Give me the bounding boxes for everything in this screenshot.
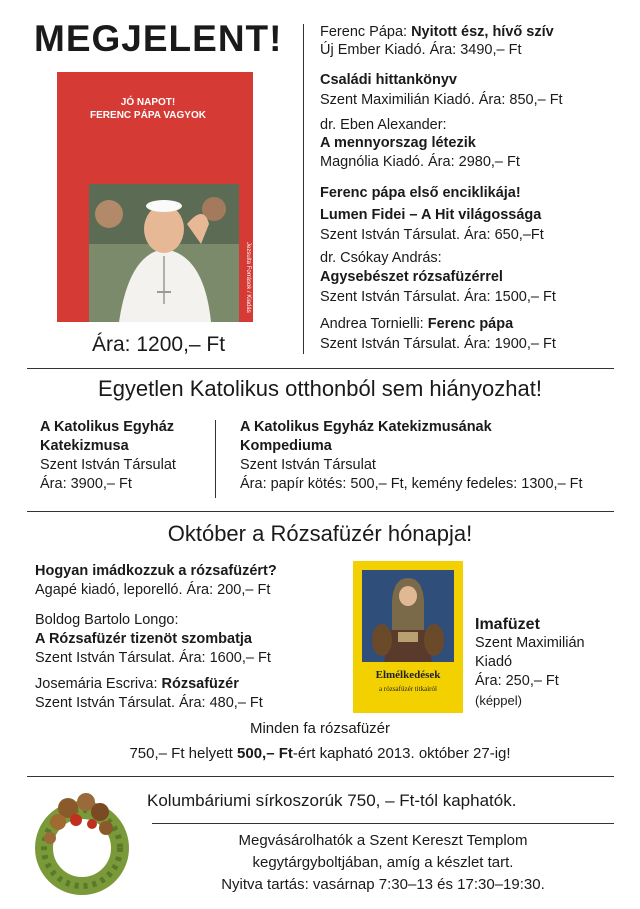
column-divider — [215, 420, 216, 498]
rosary-heading: Október a Rózsafüzér hónapja! — [167, 521, 473, 546]
compendium-right — [240, 418, 583, 494]
imafuzet-publisher: Szent Maximilián — [475, 635, 585, 651]
opening-hours: Nyitva tartás: vasárnap 7:30–13 és 17:30–19:30. — [221, 876, 545, 893]
offer-line1: Minden fa rózsafüzér — [249, 720, 391, 737]
book-publisher: Szent István Társulat. Ára: 650,–Ft — [320, 227, 544, 243]
imafuzet-price: Ára: 250,– Ft — [475, 673, 559, 689]
cover-spine-text: Jezsuita Források / Kiadás — [245, 242, 251, 313]
rosary-item — [35, 562, 277, 600]
imafuzet-publisher: Kiadó — [475, 654, 513, 670]
book-publisher: Új Ember Kiadó. Ára: 3490,– Ft — [320, 42, 522, 58]
book-item: Andrea Tornielli: Ferenc pápa — [320, 316, 514, 332]
rosary-item — [35, 611, 271, 668]
compendium-title: Kompediuma — [240, 438, 332, 454]
imafuzet-info — [475, 615, 585, 710]
book-title: Ferenc pápa első enciklikája! — [320, 185, 521, 201]
rosary-author: Boldog Bartolo Longo: — [35, 612, 179, 628]
wreath-info-line: kegytárgyboltjában, amíg a készlet tart. — [252, 854, 514, 871]
compendium-title: A Katolikus Egyház Katekizmusának — [240, 419, 492, 435]
book-title: Agysebészet rózsafüzérrel — [320, 269, 503, 285]
rosary-title: A Rózsafüzér tizenöt szombatja — [35, 631, 252, 647]
catholic-heading: Egyetlen Katolikus otthonból sem hiányozhat! — [98, 376, 542, 401]
rosary-title: Rózsafüzér — [161, 676, 239, 692]
book-publisher: Magnólia Kiadó. Ára: 2980,– Ft — [320, 154, 520, 170]
divider — [27, 368, 614, 369]
offer-line2: 750,– Ft helyett 500,– Ft-ért kapható 2013. október 27-ig! — [129, 745, 511, 762]
rosary-author: Josemária Escriva: — [35, 676, 162, 692]
divider — [27, 776, 614, 777]
imafuzet-note: (képpel) — [475, 693, 522, 708]
rosary-title: Hogyan imádkozzuk a rózsafüzért? — [35, 563, 277, 579]
divider — [152, 823, 614, 824]
rosary-publisher: Agapé kiadó, leporelló. Ára: 200,– Ft — [35, 582, 271, 598]
catechism-title: Katekizmusa — [40, 438, 129, 454]
book-title: A mennyorszag létezik — [320, 135, 476, 151]
book-item: Ferenc Pápa: Nyitott ész, hívő szív — [320, 24, 554, 40]
book-publisher: Szent István Társulat. Ára: 1500,– Ft — [320, 289, 556, 305]
book-publisher: Szent Maximilián Kiadó. Ára: 850,– Ft — [320, 92, 563, 108]
wreath-info-line: Megvásárolhatók a Szent Kereszt Templom — [238, 832, 528, 849]
book-publisher: Szent István Társulat. Ára: 1900,– Ft — [320, 336, 556, 352]
wreath-info — [152, 830, 614, 896]
featured-price: Ára: 1200,– Ft — [92, 333, 226, 356]
madonna-painting-image — [362, 570, 454, 662]
rosary-publisher: Szent István Társulat. Ára: 480,– Ft — [35, 695, 263, 711]
book-title: Családi hittankönyv — [320, 72, 457, 88]
cover-subcaption: a rózsafüzér titkairól — [379, 685, 437, 693]
pope-photo-image — [89, 184, 239, 322]
cover-title-line1: JÓ NAPOT! — [120, 97, 176, 108]
catechism-title: A Katolikus Egyház — [40, 419, 175, 435]
catechism-left — [40, 418, 176, 494]
imafuzet-cover-image — [353, 561, 463, 713]
rosary-item — [35, 675, 263, 713]
column-divider — [303, 24, 304, 354]
book-cover-jo-napot — [57, 72, 253, 322]
book-title-2: Lumen Fidei – A Hit világossága — [320, 207, 542, 223]
page-headline: MEGJELENT! — [34, 18, 283, 59]
compendium-price: Ára: papír kötés: 500,– Ft, kemény fedeles: 1300,– Ft — [240, 476, 583, 492]
catechism-publisher: Szent István Társulat — [40, 457, 176, 473]
wreath-headline: Kolumbáriumi sírkoszorúk 750, – Ft-tól kaphatók. — [147, 791, 517, 810]
compendium-publisher: Szent István Társulat — [240, 457, 376, 473]
imafuzet-title: Imafüzet — [475, 616, 540, 633]
book-author: dr. Eben Alexander: — [320, 117, 447, 133]
catechism-price: Ára: 3900,– Ft — [40, 476, 132, 492]
cover-title — [57, 96, 239, 122]
rosary-publisher: Szent István Társulat. Ára: 1600,– Ft — [35, 650, 271, 666]
book-author: dr. Csókay András: — [320, 250, 442, 266]
divider — [27, 511, 614, 512]
cover-caption: Elmélkedések — [375, 669, 441, 681]
cover-title-line2: FERENC PÁPA VAGYOK — [90, 110, 206, 121]
wreath-image — [28, 788, 136, 896]
